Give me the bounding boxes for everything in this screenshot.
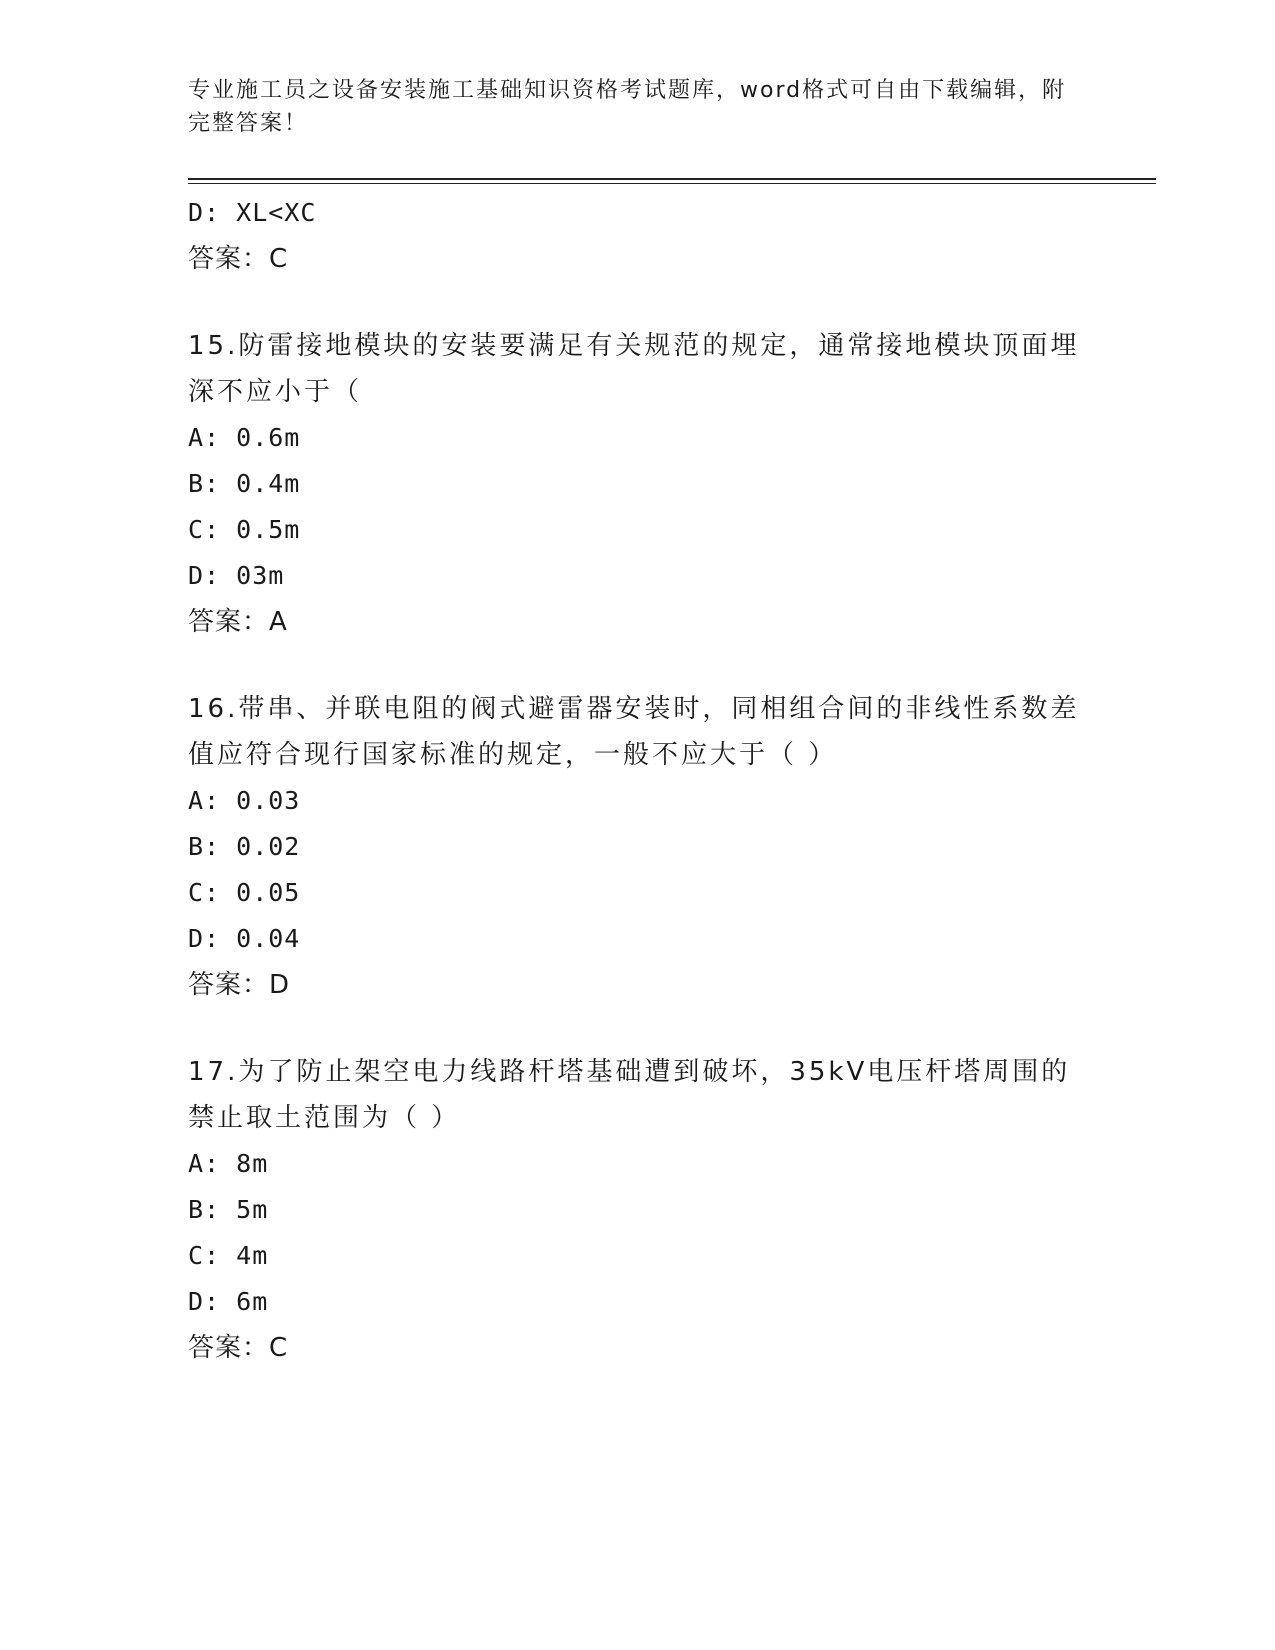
header-divider-thin [188, 183, 1156, 184]
question-stem: 17.为了防止架空电力线路杆塔基础遭到破坏，35kV电压杆塔周围的禁止取土范围为（ ） [188, 1057, 1071, 1133]
option-c: C: 4m [188, 1241, 269, 1270]
option-b: B: 0.02 [188, 832, 301, 861]
question-16 [188, 686, 1088, 1008]
header-divider-thick [188, 178, 1156, 180]
question-15 [188, 323, 1088, 645]
option-b: B: 5m [188, 1195, 269, 1224]
answer-line: 答案：C [188, 244, 289, 274]
question-list [188, 190, 1088, 1371]
question-stem: 16.带串、并联电阻的阀式避雷器安装时，同相组合间的非线性系数差值应符合现行国家标准的规定，一般不应大于（ ） [188, 694, 1080, 770]
option-d: D: 03m [188, 561, 285, 590]
document-header: 专业施工员之设备安装施工基础知识资格考试题库，word格式可自由下载编辑，附完整答案！ [188, 78, 1067, 136]
option-b: B: 0.4m [188, 469, 301, 498]
option-c: C: 0.05 [188, 878, 301, 907]
option-a: A: 0.6m [188, 423, 301, 452]
option-d: D: 6m [188, 1287, 269, 1316]
question-stem: 15.防雷接地模块的安装要满足有关规范的规定，通常接地模块顶面埋深不应小于（ [188, 331, 1080, 407]
answer-line: 答案：C [188, 1333, 289, 1363]
option-a: A: 0.03 [188, 786, 301, 815]
option-d: D: XL<XC [188, 198, 317, 227]
option-a: A: 8m [188, 1149, 269, 1178]
previous-question-tail [188, 190, 1088, 282]
option-c: C: 0.5m [188, 515, 301, 544]
answer-line: 答案：D [188, 970, 291, 1000]
option-d: D: 0.04 [188, 924, 301, 953]
question-17 [188, 1049, 1088, 1371]
answer-line: 答案：A [188, 607, 288, 637]
